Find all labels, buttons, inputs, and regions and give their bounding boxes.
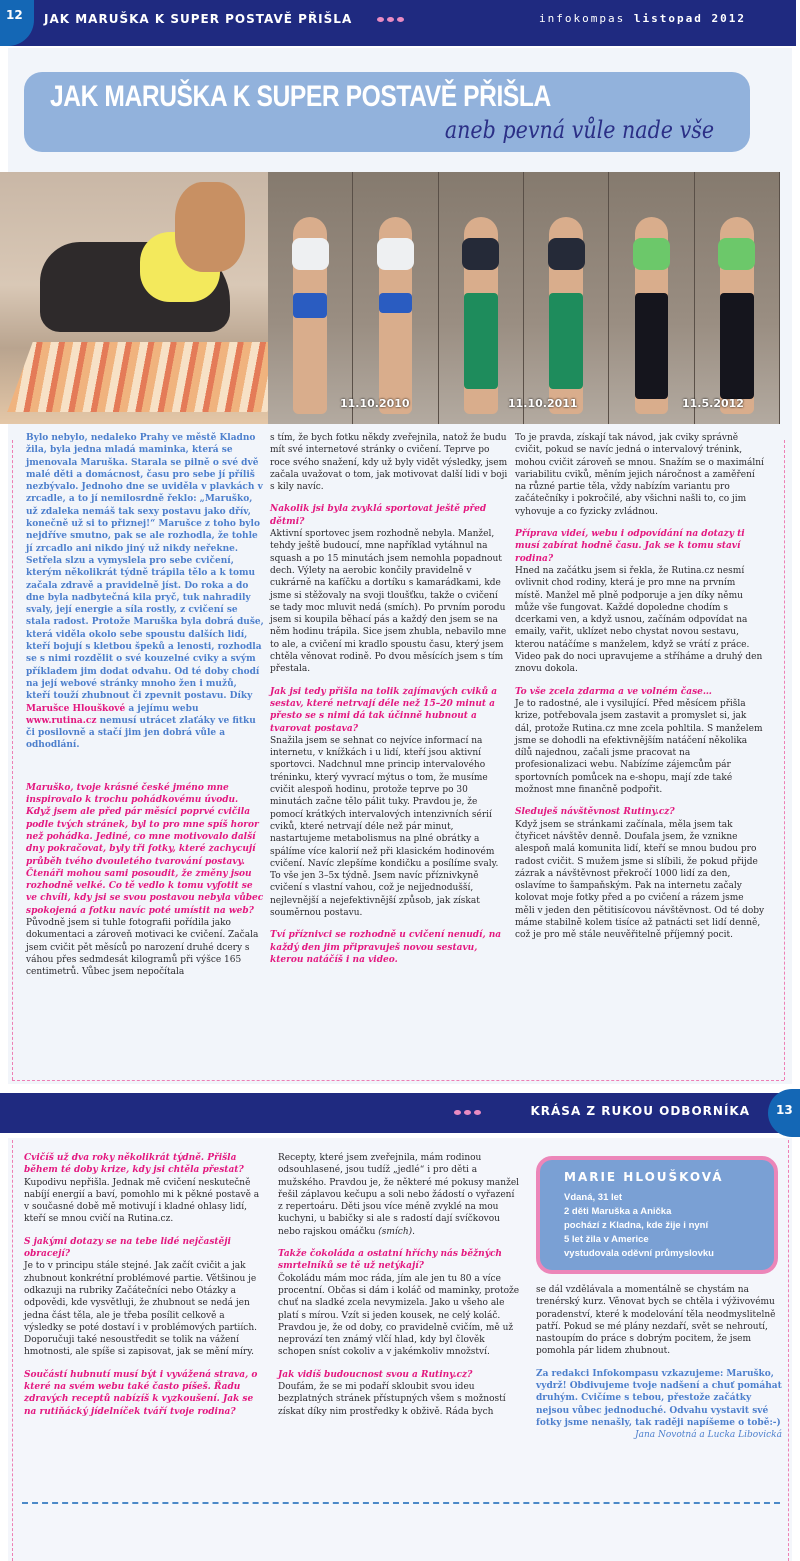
photo-date: 11.10.2011 [508,397,578,410]
editorial-note: Za redakci Infokompasu vzkazujeme: Maruško, vydrž! Obdivujeme tvoje nadšení a chuť pomáhat druhým. Cvičíme s tebou, přestože začátky nejsou vůbec jednoduché. Odvahu vystavit své fotky jsme nenašly, tak raději napíšeme o tobě:-) [536,1368,782,1428]
website-link[interactable]: www.rutina.cz [26,715,97,726]
column-3 [515,432,765,942]
bio-line: Vdaná, 31 let [564,1192,623,1203]
answer: Kupodivu nepřišla. Jednak mě cvičení neskutečně nabíjí energií a baví, pomohlo mi k pěkné postavě a v současné době mě motivují i kladné ohlasy lidí, kteří se mnou cvičí na Rutina.cz. [24,1177,260,1225]
bio-line: vystudovala oděvní průmyslovku [564,1248,714,1259]
magazine-name: infokompas [539,12,626,25]
answer: Aktivní sportovec jsem rozhodně nebyla. Manžel, tehdy ještě budoucí, mne například vytáhnul na squash a po 15 minutách jsem nemohla popadnout dech. Výlety na aerobic končily pravidelně v cukrárně na kafíčku a dortíku s kamarádkami, kde jsme si stěžovaly na svoji tloušťku, takže o cvičení se tady moc mluvit nedá (smích). Po prvním porodu jsem si koupila běhací pás a každý den jsem se na něm hodinu trápila. Sice jsem zhubla, nebavilo mne to ale, a cvičení mi kradlo spoustu času, který jsem chtěla věnovat rodině. Po dvou měsících jsem s tím přestala. [270,529,507,675]
column-1 [26,432,264,978]
photo-panel [695,172,780,424]
progress-photo-strip [268,172,780,424]
question: Nakolik jsi byla zvyklá sportovat ještě před dětmi? [270,504,487,527]
pushup-photo [0,172,268,424]
dashed-border [12,440,13,1080]
page-number: 13 [776,1103,793,1117]
answer: Doufám, že se mi podaří skloubit svou ideu bezplatných stránek přístupných všem s možností získat díky nim prostředky k obživě. Ráda bych [278,1382,506,1417]
answer: Původně jsem si tuhle fotografii pořídila jako dokumentaci a zároveň motivaci ke cvičení. Začala jsem cvičit pět měsíců po narození druhé dcery s váhou přes sedmdesát kilogramů při výšce 165 centimetrů. Vůbec jsem nepočítala [26,917,259,978]
answer: Čokoládu mám moc ráda, jím ale jen tu 80 a více procentní. Občas si dám i koláč od maminky, protože chuť na sladké zcela nevymizela. Jako u všeho ale platí s mírou. Vzít si jeden kousek, ne celý koláč. Pravdou je, že od doby, co pravidelně cvičím, mě už neprovází ten známý vlčí hlad, kdy byl člověk schopen sníst cokoliv a v jakémkoliv množství. [278,1273,520,1358]
dashed-border [788,1140,789,1561]
section-bar [0,1093,796,1133]
answer: Hned na začátku jsem si řekla, že Rutina.cz nesmí ovlivnit chod rodiny, která je pro mne na prvním místě. Manžel mě plně podporuje a jen díky němu může vše fungovat. Každé dopoledne chodím s dcerkami ven, a když usnou, začínám odpovídat na emaily, vařit, uklízet nebo chystat novou sestavu, kterou natáčíme s manželem, když se vrátí z práce. Video pak do noci upravujeme a stříháme a druhý den znovu dokola. [515,565,763,675]
section-title: JAK MARUŠKA K SUPER POSTAVĚ PŘIŠLA [44,12,353,26]
answer: Je to radostné, ale i vysilující. Před měsícem přišla krize, potřebovala jsem zastavit a promyslet si, jak dál, protože Rutina.cz mne zcela pohltila. S manželem jsme se dohodli na efektivnějším natáčení několika dílů najednou, začali jsme pracovat na profesionalizaci webu. Nabízíme zájemcům pár sportovních pomůcek na e-shopu, mají zde také možnost mne finančně podpořit. [515,698,763,796]
dots-ornament-icon [377,17,404,22]
question: Sleduješ návštěvnost Rutiny.cz? [515,807,675,818]
header-bar [0,0,796,46]
answer: Když jsem se stránkami začínala, měla jsem tak čtyřicet návštěv denně. Doufala jsem, že vznikne alespoň malá komunita lidí, kteří se mnou budou pro radost cvičit. S mužem jsme si slíbili, že pokud přijde zázrak a návštěvnost překročí 1000 lidí za den, oslavíme to šampaňským. Pak na internetu začaly kolovat moje fotky před a po cvičení a rázem jsme měli v jeden den pětitisícovou návštěvnost. Od té doby máme stabilně kolem tisíce až patnácti set lidí denně, což je pro mě stále neuvěřitelně příjemný pocit. [515,819,765,941]
photo-panel [609,172,694,424]
question: S jakými dotazy se na tebe lidé nejčastěji obracejí? [24,1236,231,1260]
intro-paragraph: Bylo nebylo, nedaleko Prahy ve městě Kladno žila, byla jedna mladá maminka, která se jmenovala Maruška. Starala se pilně o své dvě malé děti a domácnost, času pro sebe jí příliš nezbývalo. Jednoho dne se uviděla v plavkách v zrcadle, a to jí nemilosrdně řeklo: „Maruško, už zdaleka nemáš tak sexy postavu jako dřív, konečně už si to přiznej!“ Marušce z toho bylo nejdříve smutno, pak se ale rozhodla, že tohle jí zrcadlo ani nikdo jiný už nikdy neřekne. Setřela slzu a vymyslela pro sebe cvičení, kterým několikrát týdně trápila tělo a k tomu začala zdravě a pravidelně jíst. Do roka a do dne byla nadbytečná kila pryč, tuk nahradily svaly, její energie a síla rostly, z cvičení se stala radost. Protože Maruška byla dobrá duše, která viděla okolo sebe spoustu dalších lidí, kteří bojují s kletbou špeků a lenosti, rozhodla se s nimi rozdělit o své kouzelné cviky a svým příkladem jim dodat odvahu. Od té doby chodí na její webové stránky mnoho žen i mužů, kteří touží zhubnout či zpevnit postavu. Díky Marušce Hlouškové a jejímu webu www.rutina.cz nemusí utrácet zlaťáky ve fitku či posilovně a stačí jim jen dobrá vůle a odhodlání. [26,433,264,751]
section-title: KRÁSA Z RUKOU ODBORNÍKA [530,1104,750,1118]
answer: Snažila jsem se sehnat co nejvíce informací na internetu, v knížkách i u lidí, kteří jsou aktivní sportovci. Nadchnul mne princip intervalového tréninku, který vyvrací mýtus o tom, že musíme cvičit alespoň hodinu, protože teprve po 30 minutách začne tělo pálit tuky. Pravdou je, že pomocí krátkých intervalových intenzivních sérií cviků, které netrvají déle než pár minut, nastartujeme metabolismus na plné obrátky a spálíme více kalorií než při klasickém hodinovém cvičení. Navíc zlepšíme kondičku a posílíme svaly. To vše jen 3–5x týdně. Jsem navíc příznivkyně cvičení s vlastní vahou, což je nejjednodušší, nejlevnější a nejefektivnější způsob, jak získat souměrnou postavu. [270,735,499,918]
bio-line: 2 děti Maruška a Anička [564,1206,672,1217]
person-name: Marušce Hlouškové [26,703,126,714]
page-number-badge [768,1089,800,1137]
page-number: 12 [6,8,23,22]
bio-line: pochází z Kladna, kde žije i nyní [564,1220,709,1231]
answer: To je pravda, získají tak návod, jak cviky správně cvičit, pokud se navíc jedná o intervalový trénink, mohou cvičit zároveň se mnou. Snažím se o maximální variabilitu cviků, měním jejich náročnost a zaměření na různé partie těla, vždy nabízím variantu pro začátečníky i pokročilé, aby všichni našli to, co jim vyhovuje a co fyzicky zvládnou. [515,433,764,517]
dots-ornament-icon [454,1110,481,1115]
dashed-border [12,1140,13,1561]
answer: se dál vzdělávala a momentálně se chystám na trenérský kurz. Věnovat bych se chtěla i výživovému poradenství, které k modelování těla neodmyslitelně patří. Pokud se mé plány nezdaří, svět se nehroutí, nastoupím do práce s dobrým pocitem, že jsem pomohla pár lidem zhubnout. [536,1285,776,1357]
photo-panel [524,172,609,424]
signature: Jana Novotná a Lucka Libovická [634,1430,782,1441]
article-title-box [24,72,750,152]
column-3 [536,1284,782,1442]
question: Takže čokoláda a ostatní hříchy nás běžných smrtelníků se tě už netýkají? [278,1249,502,1272]
photo-date: 11.10.2010 [340,397,410,410]
yoga-mat [7,342,268,412]
question: Jak vidíš budoucnost svou a Rutiny.cz? [278,1369,473,1380]
bio-box [536,1156,778,1274]
question: Cvičíš už dva roky několikrát týdně. Přišla během té doby krize, kdy jsi chtěla přestat? [24,1153,244,1176]
dashed-divider [22,1502,780,1504]
dashed-border [12,1080,784,1081]
issue-date: listopad 2012 [633,12,746,25]
magazine-issue [539,12,746,25]
figure-head [175,182,245,272]
answer: s tím, že bych fotku někdy zveřejnila, natož že budu mít své internetové stránky o cvičení. Teprve po roce svého snažení, kdy už byly vidět výsledky, jsem začala uvažovat o tom, jak motivovat další lidi v boji s kily navíc. [270,433,508,493]
column-1 [24,1152,264,1418]
question: Příprava videí, webu i odpovídání na dotazy ti musí zabírat hodně času. Jak se k tomu staví rodina? [515,529,745,564]
column-2 [278,1152,520,1418]
question: Jak jsi tedy přišla na tolik zajímavých cviků a sestav, které netrvají déle než 15–20 minut a přesto se s nimi dá tak účinně hubnout a tvarovat postava? [270,686,498,734]
article-title: JAK MARUŠKA K SUPER POSTAVĚ PŘIŠLA [50,80,551,113]
answer: Je to v principu stále stejné. Jak začít cvičit a jak zhubnout konkrétní problémové partie. Většinou je odkazuji na rubriky Začátečníci nebo Otázky a odpovědi, kde vysvětluji, že zhubnout se nedá jen jedna část těla, ale je třeba posílit celkově a výsledky se poté dostaví i v problémových partiích. Doporučuji také nesoustředit se tolik na vážení hmotnosti, ale spíše si zapisovat, jak se mění míry. [24,1261,257,1358]
bio-line: 5 let žila v Americe [564,1234,649,1245]
question: Součástí hubnutí musí být i vyvážená strava, o které na svém webu také často píšeš. Řadu zdravých receptů nabízíš k vyzkoušení. Jak se na rutiňácký jídelníček tváří tvoje rodina? [24,1369,258,1417]
column-2 [270,432,510,966]
photo-panel [353,172,438,424]
question: Tví příznivci se rozhodně u cvičení nenudí, na každý den jim připravuješ novou sestavu, kterou natáčíš i na video. [270,930,502,965]
page-number-badge [0,0,34,46]
bio-name: MARIE HLOUŠKOVÁ [564,1170,724,1184]
photo-panel [268,172,353,424]
article-subtitle: aneb pevná vůle nade vše [444,116,714,144]
dashed-border [784,440,785,1080]
answer: Recepty, které jsem zveřejnila, mám rodinou odsouhlasené, jsou tudíž „jedlé“ i pro děti a mužského. Pravdou je, že některé mé pokusy manžel řešil záplavou kečupu a soli nebo žádostí o vyřazení z repertoáru. Děti jsou více méně zvyklé na mou kuchyni, u babičky si ale s radostí dají svíčkovou nebo rajskou omáčku (smích). [278,1153,520,1237]
photo-date: 11.5.2012 [682,397,744,410]
photo-panel [439,172,524,424]
question: Maruško, tvoje krásné české jméno mne inspirovalo k trochu pohádkovému úvodu. Když jsem ale před pár měsíci poprvé cvičila podle tvých stránek, byl to pro mne spíš horor než pohádka. Jediné, co mne motivovalo další dny pokračovat, byly tři fotky, které zachycují průběh tvého dvouletého tvarování postavy. Čtenáři mohou sami posoudit, že změny jsou rozhodně velké. Co tě vedlo k tomu vyfotit se ve chvíli, kdy jsi se svou postavou nebyla vůbec spokojená a fotku navíc poté umístit na web? [26,782,264,916]
question: To vše zcela zdarma a ve volném čase… [515,686,712,697]
